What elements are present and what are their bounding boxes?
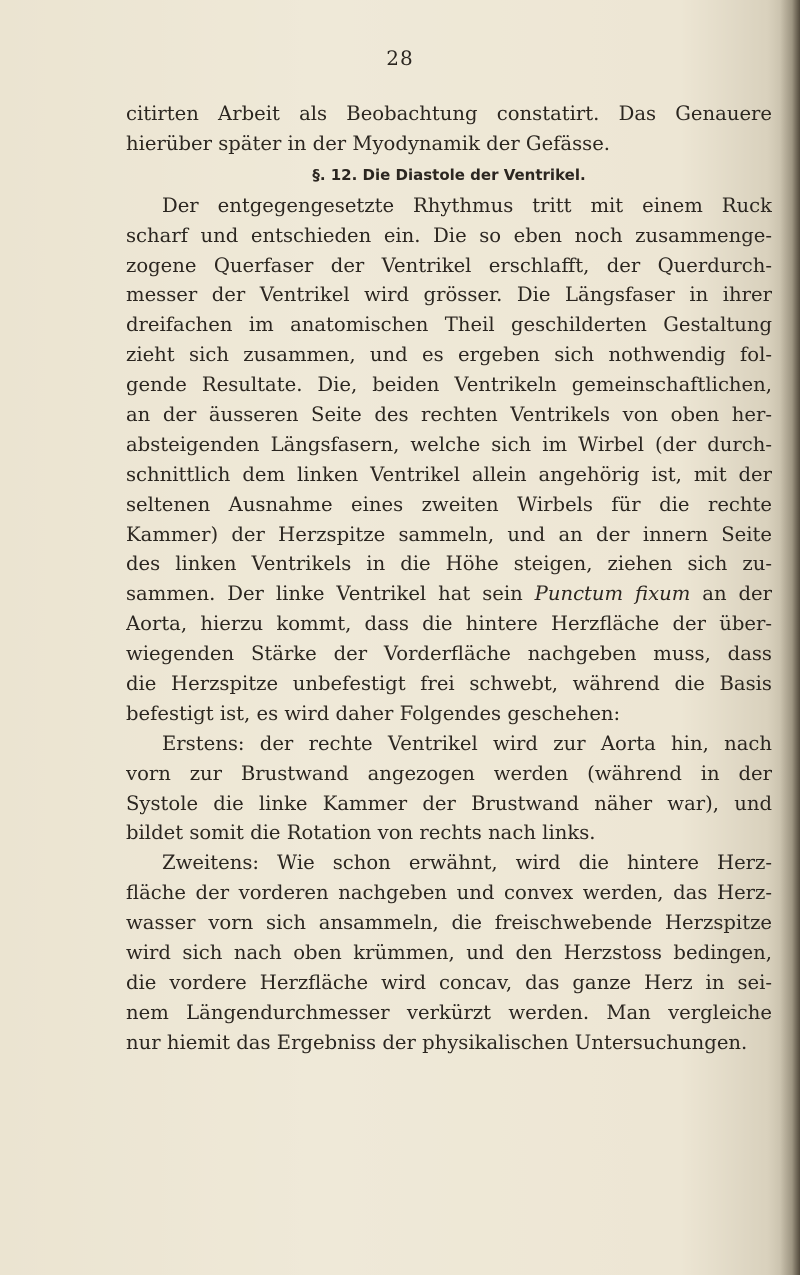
text-line: die Herzspitze unbefestigt frei schwebt, während die Basis	[126, 672, 772, 696]
paragraph-diastole	[126, 191, 772, 729]
text-run: sammen. Der linke Ventrikel hat sein	[126, 582, 535, 606]
page-gutter-shadow	[780, 0, 800, 1275]
text-line: Systole die linke Kammer der Brustwand näher war), und	[126, 791, 772, 815]
text-line: citirten Arbeit als Beobachtung constatirt. Das Genauere	[126, 102, 772, 125]
section-heading: §. 12. Die Diastole der Ventrikel.	[312, 165, 586, 184]
text-line: dreifachen im anatomischen Theil geschilderten Gestaltung	[126, 313, 772, 337]
text-line: bildet somit die Rotation von rechts nach links.	[126, 821, 596, 845]
paragraph-zweitens	[126, 848, 772, 1057]
text-line: scharf und entschieden ein. Die so eben noch zusammenge-	[126, 223, 772, 247]
text-line: fläche der vorderen nachgeben und convex werden, das Herz-	[126, 881, 772, 905]
page-number: 28	[386, 46, 414, 70]
text-line: Aorta, hierzu kommt, dass die hintere Herzfläche der über-	[126, 612, 772, 636]
paragraph-continued	[126, 99, 772, 159]
text-line: Zweitens: Wie schon erwähnt, wird die hintere Herz-	[162, 851, 772, 875]
paragraph-erstens	[126, 729, 772, 849]
text-line: wird sich nach oben krümmen, und den Herzstoss bedingen,	[126, 941, 772, 965]
text-line: nur hiemit das Ergebniss der physikalischen Untersuchungen.	[126, 1030, 748, 1054]
text-line: messer der Ventrikel wird grösser. Die Längsfaser in ihrer	[126, 283, 772, 307]
text-line: vorn zur Brustwand angezogen werden (während in der	[126, 761, 772, 785]
text-line: des linken Ventrikels in die Höhe steigen, ziehen sich zu-	[126, 552, 772, 576]
text-line: seltenen Ausnahme eines zweiten Wirbels für die rechte	[126, 492, 772, 516]
body-text	[126, 99, 772, 1058]
text-line: Der entgegengesetzte Rhythmus tritt mit einem Ruck	[162, 193, 772, 217]
text-line: nem Längendurchmesser verkürzt werden. Man vergleiche	[126, 1000, 772, 1024]
text-run: an der	[690, 582, 772, 606]
text-line: zieht sich zusammen, und es ergeben sich nothwendig fol-	[126, 343, 772, 367]
text-line: Kammer) der Herzspitze sammeln, und an der innern Seite	[126, 522, 772, 546]
text-line: wasser vorn sich ansammeln, die freischwebende Herzspitze	[126, 911, 772, 935]
text-line: zogene Querfaser der Ventrikel erschlafft, der Querdurch-	[126, 253, 772, 277]
text-line: befestigt ist, es wird daher Folgendes geschehen:	[126, 701, 621, 725]
text-line: gende Resultate. Die, beiden Ventrikeln gemeinschaftlichen,	[126, 373, 772, 397]
text-line: die vordere Herzfläche wird concav, das ganze Herz in sei-	[126, 970, 772, 994]
text-line: Erstens: der rechte Ventrikel wird zur Aorta hin, nach	[162, 731, 772, 755]
text-line: absteigenden Längsfasern, welche sich im Wirbel (der durch-	[126, 432, 772, 456]
text-line: schnittlich dem linken Ventrikel allein angehörig ist, mit der	[126, 462, 772, 486]
text-line: hierüber später in der Myodynamik der Gefässe.	[126, 131, 611, 155]
text-line: an der äusseren Seite des rechten Ventrikels von oben her-	[126, 403, 772, 427]
text-line: wiegenden Stärke der Vorderfläche nachgeben muss, dass	[126, 642, 772, 666]
italic-term: Punctum fixum	[534, 582, 691, 606]
text-line-punctum	[126, 579, 772, 609]
